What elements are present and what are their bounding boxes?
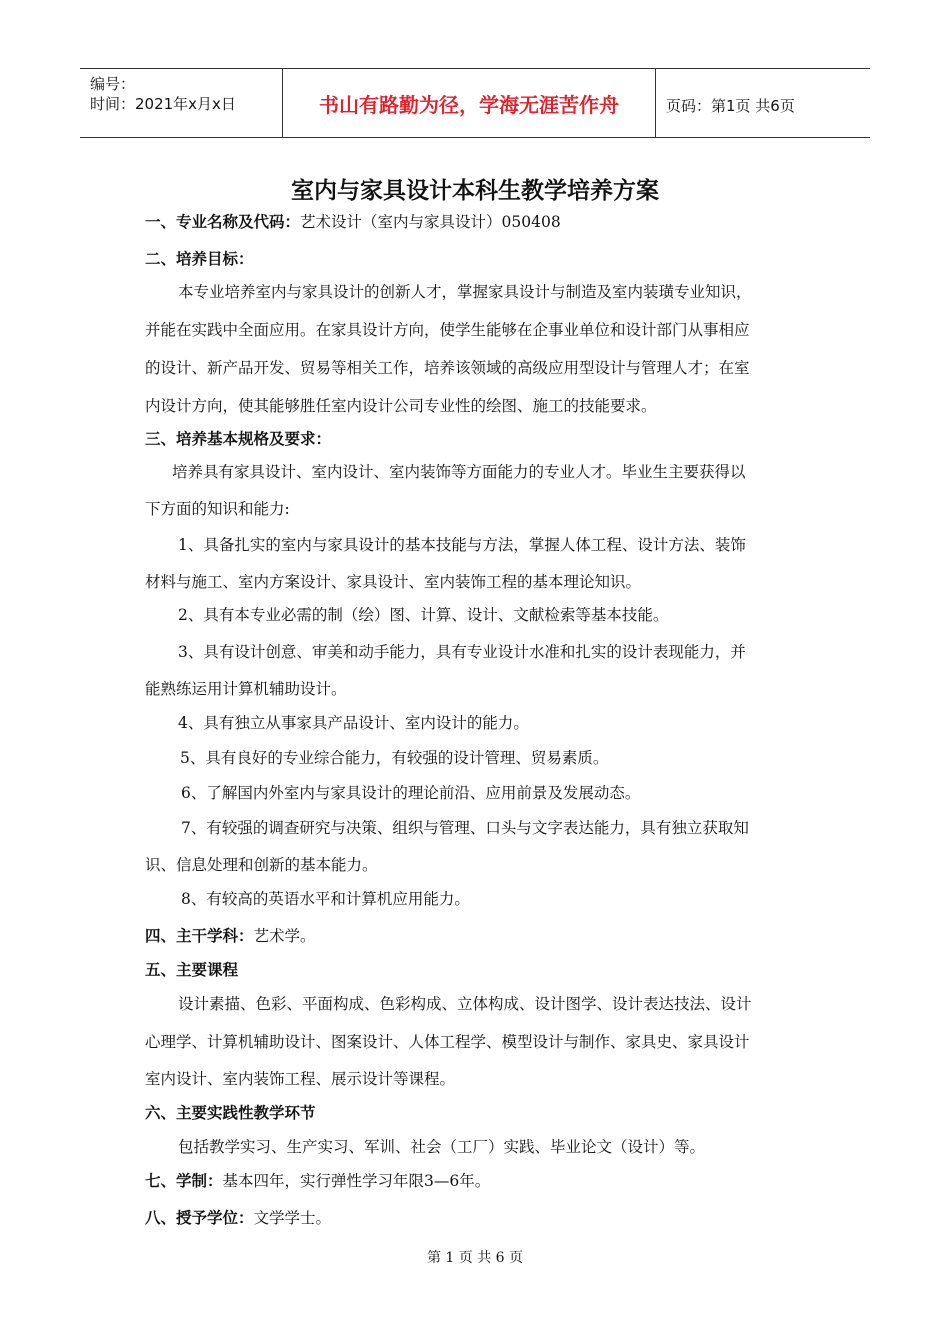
- paragraph-line: 培养具有家具设计、室内设计、室内装饰等方面能力的专业人才。毕业生主要获得以: [172, 463, 746, 481]
- list-item: 3、具有设计创意、审美和动手能力，具有专业设计水准和扎实的设计表现能力，并: [178, 643, 746, 661]
- paragraph-line: 并能在实践中全面应用。在家具设计方向，使学生能够在企事业单位和设计部门从事相应: [145, 321, 750, 339]
- list-item: 2、具有本专业必需的制（绘）图、计算、设计、文献检索等基本技能。: [178, 606, 669, 624]
- section-7: [145, 1171, 490, 1191]
- paragraph-line: 内设计方向，使其能够胜任室内设计公司专业性的绘图、施工的技能要求。: [145, 397, 657, 415]
- list-item: 能熟练运用计算机辅助设计。: [145, 680, 347, 698]
- header-page-cell: [656, 69, 870, 137]
- paragraph-line: 心理学、计算机辅助设计、图案设计、人体工程学、模型设计与制作、家具史、家具设计: [145, 1033, 750, 1051]
- page-header: [80, 68, 870, 138]
- time-label: 时间：2021年x月x日: [90, 95, 236, 113]
- section-1: [145, 212, 561, 232]
- page-footer: 第 1 页 共 6 页: [426, 1250, 524, 1266]
- paragraph-line: 下方面的知识和能力:: [145, 500, 290, 518]
- paragraph-line: 设计素描、色彩、平面构成、色彩构成、立体构成、设计图学、设计表达技法、设计: [178, 995, 752, 1013]
- list-item: 4、具有独立从事家具产品设计、室内设计的能力。: [178, 714, 529, 732]
- section-7-text: 基本四年，实行弹性学习年限3—6年。: [222, 1172, 491, 1190]
- section-7-heading: 七、学制：: [145, 1172, 223, 1190]
- section-4: [145, 926, 316, 946]
- section-1-text: 艺术设计（室内与家具设计）050408: [300, 213, 561, 231]
- section-4-text: 艺术学。: [253, 927, 316, 945]
- section-5-heading: 五、主要课程: [145, 961, 239, 979]
- list-item: 材料与施工、室内方案设计、家具设计、室内装饰工程的基本理论知识。: [145, 573, 642, 591]
- section-4-heading: 四、主干学科：: [145, 927, 254, 945]
- list-item: 1、具备扎实的室内与家具设计的基本技能与方法，掌握人体工程、设计方法、装饰: [178, 536, 746, 554]
- section-6-heading: 六、主要实践性教学环节: [145, 1104, 316, 1122]
- header-page-info: 页码：第1页 共6页: [666, 97, 795, 115]
- list-item: 6、了解国内外室内与家具设计的理论前沿、应用前景及发展动态。: [181, 784, 641, 802]
- list-item: 7、有较强的调查研究与决策、组织与管理、口头与文字表达能力，具有独立获取知: [181, 819, 749, 837]
- list-item: 5、具有良好的专业综合能力，有较强的设计管理、贸易素质。: [180, 749, 609, 767]
- section-2-heading: 二、培养目标：: [145, 250, 254, 268]
- section-8: [145, 1208, 331, 1228]
- section-6-text: 包括教学实习、生产实习、军训、社会（工厂）实践、毕业论文（设计）等。: [178, 1138, 706, 1156]
- section-8-text: 文学学士。: [253, 1209, 332, 1227]
- number-label: 编号：: [90, 75, 136, 93]
- header-motto: 书山有路勤为径，学海无涯苦作舟: [319, 93, 619, 117]
- section-1-heading: 一、专业名称及代码：: [145, 213, 301, 231]
- section-3-heading: 三、培养基本规格及要求：: [145, 430, 332, 448]
- list-item: 识、信息处理和创新的基本能力。: [145, 856, 378, 874]
- section-8-heading: 八、授予学位：: [145, 1209, 254, 1227]
- list-item: 8、有较高的英语水平和计算机应用能力。: [181, 890, 470, 908]
- paragraph-line: 本专业培养室内与家具设计的创新人才，掌握家具设计与制造及室内装璜专业知识，: [178, 283, 752, 301]
- header-meta: [80, 69, 282, 137]
- paragraph-line: 的设计、新产品开发、贸易等相关工作，培养该领域的高级应用型设计与管理人才；在室: [145, 359, 750, 377]
- paragraph-line: 室内设计、室内装饰工程、展示设计等课程。: [145, 1070, 456, 1088]
- header-motto-cell: [282, 69, 656, 137]
- document-title: 室内与家具设计本科生教学培养方案: [291, 178, 659, 204]
